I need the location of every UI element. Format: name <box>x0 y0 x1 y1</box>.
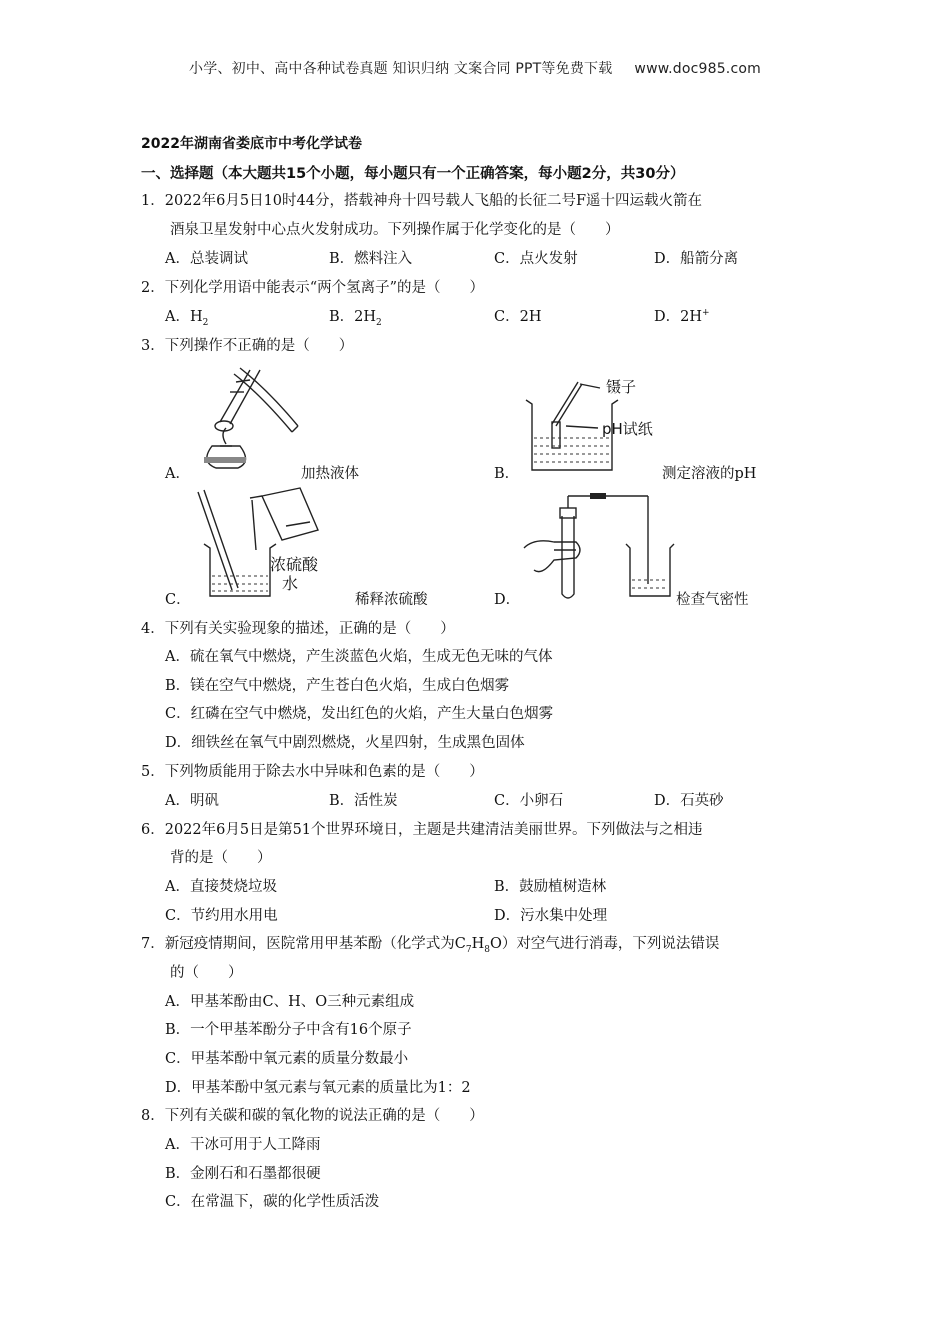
q8-stem: 8．下列有关碳和碳的氧化物的说法正确的是（ ） <box>141 1108 484 1124</box>
header-url[interactable]: www.doc985.com <box>634 61 761 77</box>
q3-option-c-letter[interactable]: C． <box>165 592 191 608</box>
q4-stem: 4．下列有关实验现象的描述，正确的是（ ） <box>141 621 455 637</box>
q1-stem-line1: 1．2022年6月5日10时44分，搭载神舟十四号载人飞船的长征二号F遥十四运载火箭在 <box>141 193 703 209</box>
q4-option-a[interactable]: A．硫在氧气中燃烧，产生淡蓝色火焰，生成无色无味的气体 <box>165 649 553 665</box>
q1-option-c[interactable]: C．点火发射 <box>494 251 578 267</box>
q7-stem-line1: 7．新冠疫情期间，医院常用甲基苯酚（化学式为$C_7H_8O$）对空气进行消毒，下列说法错误 <box>141 936 720 955</box>
q3-stem: 3．下列操作不正确的是（ ） <box>141 338 354 354</box>
q6-stem-line1: 6．2022年6月5日是第51个世界环境日，主题是共建清洁美丽世界。下列做法与之相违 <box>141 822 703 838</box>
q2-option-b[interactable]: B．$2H_2$ <box>329 309 382 328</box>
q3-option-a-letter[interactable]: A． <box>165 466 190 482</box>
q8-option-b[interactable]: B．金刚石和石墨都很硬 <box>165 1166 321 1182</box>
q6-option-b[interactable]: B．鼓励植树造林 <box>494 879 607 895</box>
q1-option-b[interactable]: B．燃料注入 <box>329 251 413 267</box>
q7-option-d[interactable]: D．甲基苯酚中氢元素与氧元素的质量比为1：2 <box>165 1080 471 1096</box>
airtightness-figure <box>518 486 678 606</box>
q6-stem-line2: 背的是（ ） <box>170 850 272 866</box>
q2-stem: 2．下列化学用语中能表示“两个氢离子”的是（ ） <box>141 280 485 296</box>
q3-option-b-caption: 测定溶液的pH <box>662 466 757 482</box>
q5-option-d[interactable]: D．石英砂 <box>654 793 724 809</box>
q4-option-b[interactable]: B．镁在空气中燃烧，产生苍白色火焰，生成白色烟雾 <box>165 678 510 694</box>
water-label: 水 <box>282 574 299 593</box>
q5-option-a[interactable]: A．明矾 <box>165 793 219 809</box>
q6-option-d[interactable]: D．污水集中处理 <box>494 908 608 924</box>
q4-option-d[interactable]: D．细铁丝在氧气中剧烈燃烧，火星四射，生成黑色固体 <box>165 735 525 751</box>
ph-test-figure <box>520 360 670 475</box>
q3-option-c-caption: 稀释浓硫酸 <box>355 592 428 608</box>
q6-option-a[interactable]: A．直接焚烧垃圾 <box>165 879 277 895</box>
q7-option-c[interactable]: C．甲基苯酚中氧元素的质量分数最小 <box>165 1051 409 1067</box>
page-header <box>0 58 950 78</box>
tweezers-label: 镊子 <box>606 378 637 396</box>
q3-option-a-caption: 加热液体 <box>301 466 359 482</box>
q1-option-d[interactable]: D．船箭分离 <box>654 251 739 267</box>
section-heading: 一、选择题（本大题共15个小题，每小题只有一个正确答案，每小题2分，共30分） <box>141 166 685 182</box>
q5-option-c[interactable]: C．小卵石 <box>494 793 564 809</box>
q2-option-a[interactable]: A．$H_2$ <box>165 309 209 328</box>
q2-option-c[interactable]: C．2H <box>494 309 542 325</box>
q1-option-a[interactable]: A．总装调试 <box>165 251 248 267</box>
q6-option-c[interactable]: C．节约用水用电 <box>165 908 278 924</box>
exam-title: 2022年湖南省娄底市中考化学试卷 <box>141 136 362 152</box>
q8-option-c[interactable]: C．在常温下，碳的化学性质活泼 <box>165 1194 380 1210</box>
q8-option-a[interactable]: A．干冰可用于人工降雨 <box>165 1137 321 1153</box>
conc-acid-label: 浓硫酸 <box>270 555 319 574</box>
ph-paper-label: pH试纸 <box>602 420 653 438</box>
heating-liquid-figure <box>190 362 305 474</box>
q5-stem: 5．下列物质能用于除去水中异味和色素的是（ ） <box>141 764 484 780</box>
q2-option-d[interactable]: D．2H+ <box>654 308 710 325</box>
q7-option-a[interactable]: A．甲基苯酚由C、H、O三种元素组成 <box>165 994 415 1010</box>
q3-option-b-letter[interactable]: B． <box>494 466 520 482</box>
header-text: 小学、初中、高中各种试卷真题 知识归纳 文案合同 PPT等免费下载 <box>189 61 613 77</box>
q7-option-b[interactable]: B．一个甲基苯酚分子中含有16个原子 <box>165 1022 412 1038</box>
dilute-acid-figure <box>190 486 365 602</box>
q3-option-d-caption: 检查气密性 <box>676 592 749 608</box>
q7-stem-line2: 的（ ） <box>170 965 243 981</box>
q1-stem-line2: 酒泉卫星发射中心点火发射成功。下列操作属于化学变化的是（ ） <box>170 222 620 238</box>
q4-option-c[interactable]: C．红磷在空气中燃烧，发出红色的火焰，产生大量白色烟雾 <box>165 706 554 722</box>
q5-option-b[interactable]: B．活性炭 <box>329 793 398 809</box>
q3-option-d-letter[interactable]: D． <box>494 592 521 608</box>
